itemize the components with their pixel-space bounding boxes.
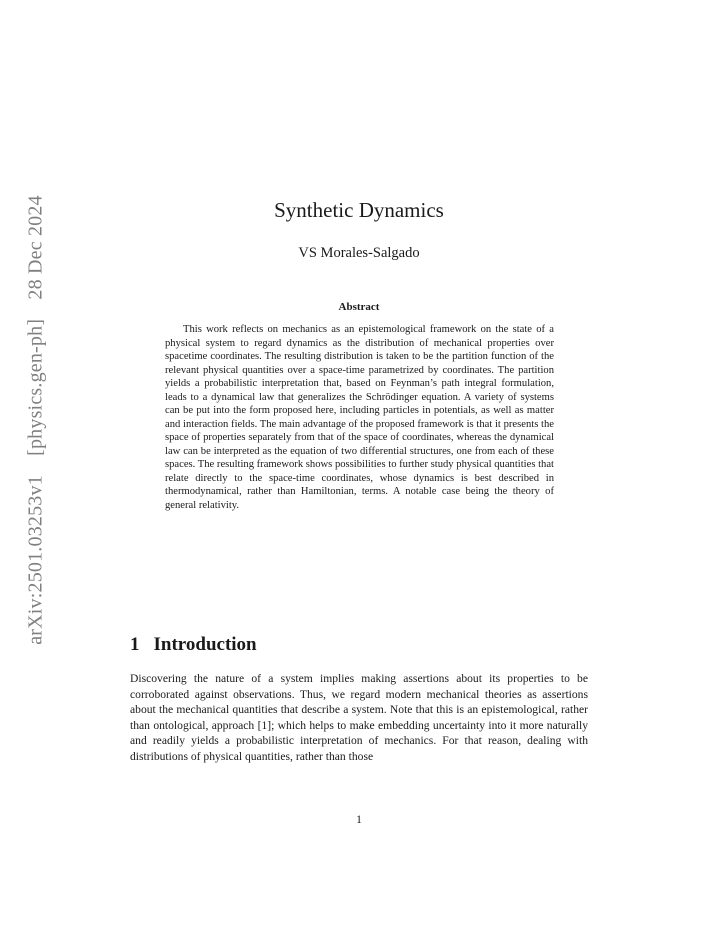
section-heading-introduction: [130, 634, 257, 656]
arxiv-identifier-stamp[interactable]: [25, 188, 48, 652]
arxiv-category: [physics.gen-ph]: [24, 318, 47, 456]
abstract-text: This work reflects on mechanics as an epistemological framework on the state of a physical system to regard dynamics as the distribution of mechanical properties over spacetime coordinates. The resulting distribution is taken to be the partition function of the relevant physical quantities over a space-time parametrized by coordinates. The partition yields a probabilistic interpretation that, based on Feynman’s path integral formulation, leads to a dynamical law that generalizes the Schrödinger equation. A variety of systems can be put into the form proposed here, including particles in potentials, as well as matter and interaction fields. The main advantage of the proposed framework is that it presents the space of properties separately from that of the space of coordinates, whereas the dynamical law can be interpreted as the equation of two differential structures, one from each of these spaces. The resulting framework shows possibilities to further study physical quantities that relate directly to the space-time coordinates, whose dynamics is best described in thermodynamical, rather than Hamiltonian, terms. A notable case being the theory of general relativity.: [165, 324, 554, 511]
arxiv-date: 28 Dec 2024: [24, 195, 47, 300]
paper-title: Synthetic Dynamics: [274, 198, 444, 222]
page-number: 1: [356, 814, 362, 826]
section-number: 1: [130, 634, 140, 655]
arxiv-id: arXiv:2501.03253v1: [24, 475, 47, 645]
abstract-heading: Abstract: [338, 301, 380, 313]
paper-author: VS Morales-Salgado: [298, 245, 420, 261]
introduction-text: Discovering the nature of a system implies making assertions about its properties to be corroborated against observations. Thus, we regard modern mechanical theories as assertions about the mechanical quantities that describe a system. Note that this is an epistemological, rather than ontological, approach [1]; which helps to make embedding uncertainty into it more naturally and readily yields a probabilistic interpretation of mechanics. For that reason, dealing with distributions of physical quantities, rather than those: [130, 672, 588, 763]
section-title: Introduction: [153, 634, 257, 655]
